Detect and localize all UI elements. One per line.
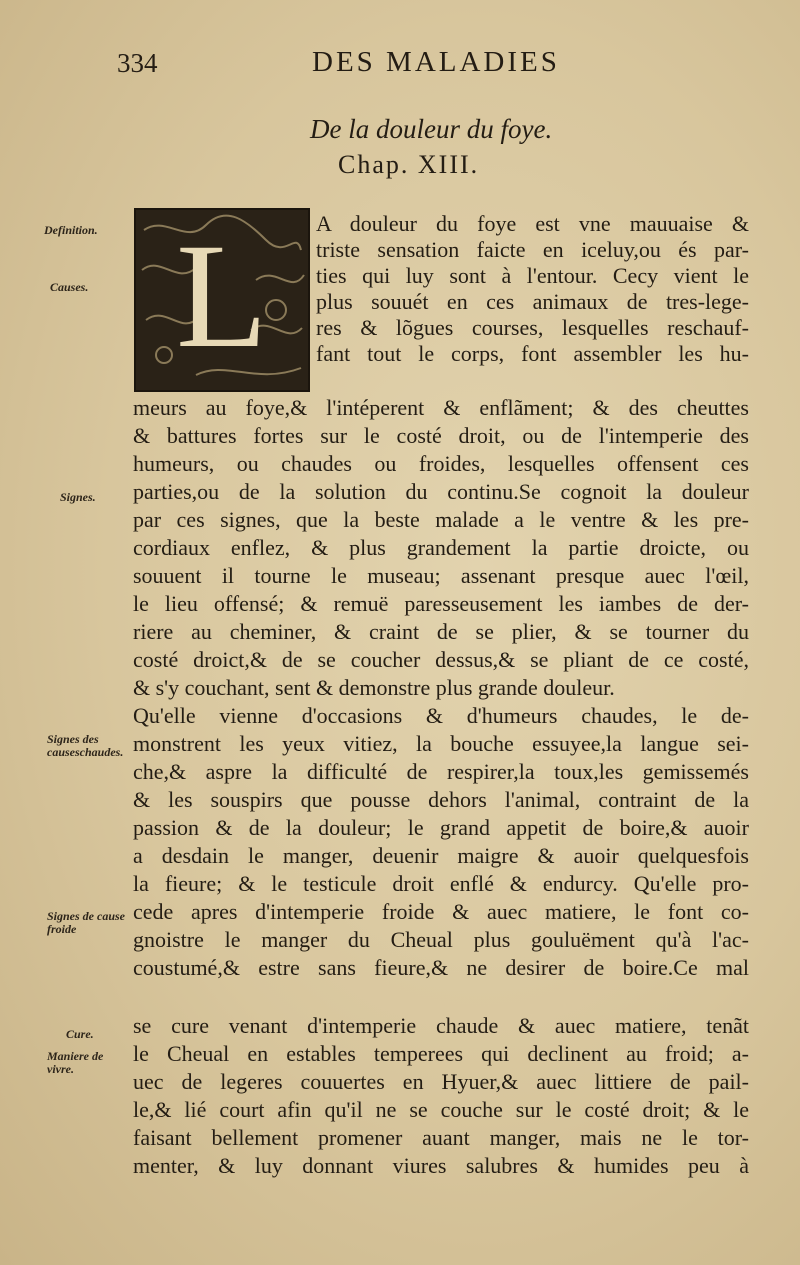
text-line: riere au cheminer, & craint de se plier, & se tourner du (133, 619, 749, 644)
text-line: la fieure; & le testicule droit enflé & endurcy. Qu'elle pro- (133, 871, 749, 896)
text-line: Qu'elle vienne d'occasions & d'humeurs chaudes, le de- (133, 703, 749, 728)
text-line: A douleur du foye est vne mauuaise & (316, 211, 749, 236)
text-line: coustumé,& estre sans fieure,& ne desirer de boire.Ce mal (133, 955, 749, 980)
margin-note-signes: Signes. (60, 490, 96, 504)
text-line: faisant bellement promener auant manger, mais ne le tor- (133, 1125, 749, 1150)
text-line: & les souspirs que pousse dehors l'animal, contraint de la (133, 787, 749, 812)
chapter-label: Chap. XIII. (338, 150, 480, 179)
text-line: cordiaux enflez, & plus grandement la partie droicte, ou (133, 535, 749, 560)
margin-note-signes-cause-froide: Signes de cause froide (47, 909, 125, 936)
text-line: uec de legeres couuertes en Hyuer,& auec littiere de pail- (133, 1069, 749, 1094)
text-line: & s'y couchant, sent & demonstre plus grande douleur. (133, 675, 615, 700)
text-line: gnoistre le manger du Cheual plus gouluëment qu'à l'ac- (133, 927, 749, 952)
page-number: 334 (117, 48, 158, 78)
text-line: che,& aspre la difficulté de respirer,la toux,les gemissemés (133, 759, 749, 784)
text-line: le lieu offensé; & remuë paresseusement les iambes de der- (133, 591, 749, 616)
text-line: costé droict,& de se coucher dessus,& se pliant de ce costé, (133, 647, 749, 672)
text-line: humeurs, ou chaudes ou froides, lesquelles offensent ces (133, 451, 749, 476)
section-title: De la douleur du foye. (310, 114, 553, 144)
text-line: triste sensation faicte en iceluy,ou és par- (316, 237, 749, 262)
ornamental-drop-cap (134, 208, 310, 392)
text-line: a desdain le manger, deuenir maigre & auoir quelquesfois (133, 843, 749, 868)
margin-note-signes-causes-chaudes: Signes des causeschaudes. (47, 732, 124, 759)
text-line: fant tout le corps, font assembler les hu- (316, 341, 749, 366)
text-line: & battures fortes sur le costé droit, ou de l'intemperie des (133, 423, 749, 448)
text-line: cede apres d'intemperie froide & auec matiere, le font co- (133, 899, 749, 924)
text-line: le Cheual en estables temperees qui declinent au froid; a- (133, 1041, 749, 1066)
margin-note-cure: Cure. (66, 1027, 94, 1041)
text-line: menter, & luy donnant viures salubres & humides peu à (133, 1153, 749, 1178)
text-line: se cure venant d'intemperie chaude & auec matiere, tenãt (133, 1013, 749, 1038)
margin-note-maniere-de-vivre: Maniere de vivre. (47, 1049, 104, 1076)
text-line: meurs au foye,& l'intéperent & enflãment; & des cheuttes (133, 395, 749, 420)
text-line: plus souuét en ces animaux de tres-lege- (316, 289, 749, 314)
margin-note-definition: Definition. (44, 223, 98, 237)
margin-note-causes: Causes. (50, 280, 89, 294)
text-line: monstrent les yeux vitiez, la bouche essuyee,la langue sei- (133, 731, 749, 756)
text-line: ties qui luy sont à l'entour. Cecy vient le (316, 263, 749, 288)
drop-cap-letter: L (176, 213, 268, 379)
text-line: res & lõgues courses, lesquelles reschauf- (316, 315, 749, 340)
text-line: par ces signes, que la beste malade a le ventre & les pre- (133, 507, 749, 532)
text-line: parties,ou de la solution du continu.Se cognoit la douleur (133, 479, 749, 504)
text-line: le,& lié court afin qu'il ne se couche sur le costé droit; & le (133, 1097, 749, 1122)
text-line: souuent il tourne le museau; assenant presque auec l'œil, (133, 563, 749, 588)
text-line: passion & de la douleur; le grand appetit de boire,& auoir (133, 815, 749, 840)
running-head: DES MALADIES (312, 46, 560, 78)
